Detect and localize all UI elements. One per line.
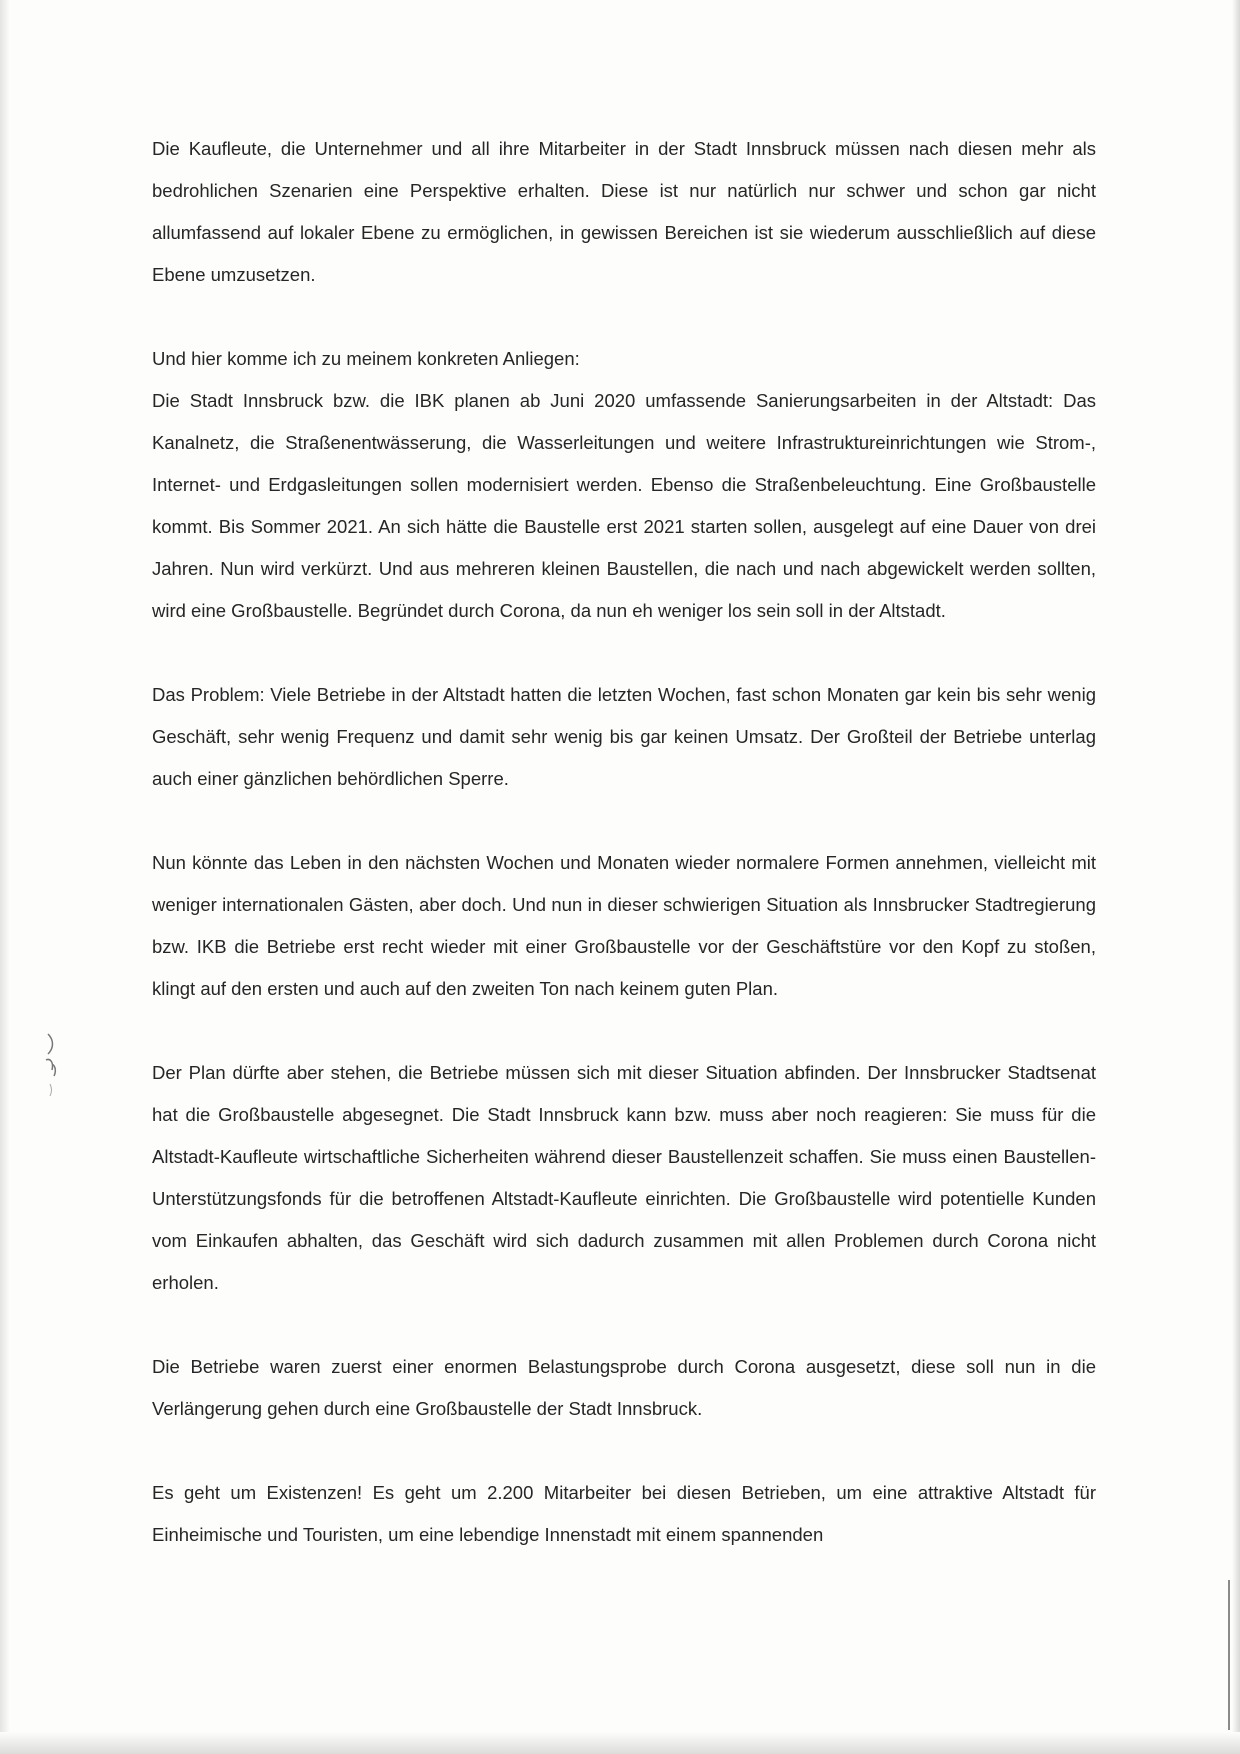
paragraph-text: Das Problem: Viele Betriebe in der Altstadt hatten die letzten Wochen, fast schon Monaten gar kein bis sehr wenig Geschäft, sehr wenig Frequenz und damit sehr wenig bis gar keinen Umsatz. Der Großteil der Betriebe unterlag auch einer gänzlichen behördlichen Sperre. (152, 684, 1096, 789)
paragraph-text: Die Betriebe waren zuerst einer enormen Belastungsprobe durch Corona ausgesetzt, diese soll nun in die Verlängerung gehen durch eine Großbaustelle der Stadt Innsbruck. (152, 1356, 1096, 1419)
scan-edge-left (0, 0, 10, 1754)
document-page (152, 128, 1096, 1598)
scan-edge-bottom (0, 1732, 1240, 1754)
paragraph-heading-line: Und hier komme ich zu meinem konkreten Anliegen: (152, 348, 580, 369)
paragraph-burden (152, 1346, 1096, 1430)
paragraph-text: Der Plan dürfte aber stehen, die Betriebe müssen sich mit dieser Situation abfinden. Der Innsbrucker Stadtsenat hat die Großbaustelle abgesegnet. Die Stadt Innsbruck kann bzw. muss aber noch reagieren: Sie muss für die Altstadt-Kaufleute wirtschaftliche Sicherheiten während dieser Baustellenzeit schaffen. Sie muss einen Baustellen-Unterstützungsfonds für die betroffenen Altstadt-Kaufleute einrichten. Die Großbaustelle wird potentielle Kunden vom Einkaufen abhalten, das Geschäft wird sich dadurch zusammen mit allen Problemen durch Corona nicht erholen. (152, 1062, 1096, 1293)
paragraph-perspective (152, 128, 1096, 296)
paragraph-text: Die Kaufleute, die Unternehmer und all ihre Mitarbeiter in der Stadt Innsbruck müssen nach diesen mehr als bedrohlichen Szenarien eine Perspektive erhalten. Diese ist nur natürlich nur schwer und schon gar nicht allumfassend auf lokaler Ebene zu ermöglichen, in gewissen Bereichen ist sie wiederum ausschließlich auf diese Ebene umzusetzen. (152, 138, 1096, 285)
paragraph-text: Die Stadt Innsbruck bzw. die IBK planen ab Juni 2020 umfassende Sanierungsarbeiten in der Altstadt: Das Kanalnetz, die Straßenentwässerung, die Wasserleitungen und weitere Infrastruktureinrichtungen wie Strom-, Internet- und Erdgasleitungen sollen modernisiert werden. Ebenso die Straßenbeleuchtung. Eine Großbaustelle kommt. Bis Sommer 2021. An sich hätte die Baustelle erst 2021 starten sollen, ausgelegt auf eine Dauer von drei Jahren. Nun wird verkürzt. Und aus mehreren kleinen Baustellen, die nach und nach abgewickelt werden sollten, wird eine Großbaustelle. Begründet durch Corona, da nun eh weniger los sein soll in der Altstadt. (152, 390, 1096, 621)
paragraph-existences (152, 1472, 1096, 1556)
scan-edge-right (1232, 0, 1240, 1754)
paragraph-outlook (152, 842, 1096, 1010)
paragraph-text: Es geht um Existenzen! Es geht um 2.200 Mitarbeiter bei diesen Betrieben, um eine attraktive Altstadt für Einheimische und Touristen, um eine lebendige Innenstadt mit einem spannenden (152, 1482, 1096, 1545)
paragraph-plan (152, 1052, 1096, 1304)
paragraph-problem (152, 674, 1096, 800)
scan-artifact-line (1228, 1580, 1230, 1730)
paragraph-request (152, 338, 1096, 632)
handwritten-margin-mark-icon (40, 1030, 64, 1100)
paragraph-text: Nun könnte das Leben in den nächsten Wochen und Monaten wieder normalere Formen annehmen, vielleicht mit weniger internationalen Gästen, aber doch. Und nun in dieser schwierigen Situation als Innsbrucker Stadtregierung bzw. IKB die Betriebe erst recht wieder mit einer Großbaustelle vor der Geschäftstüre vor den Kopf zu stoßen, klingt auf den ersten und auch auf den zweiten Ton nach keinem guten Plan. (152, 852, 1096, 999)
